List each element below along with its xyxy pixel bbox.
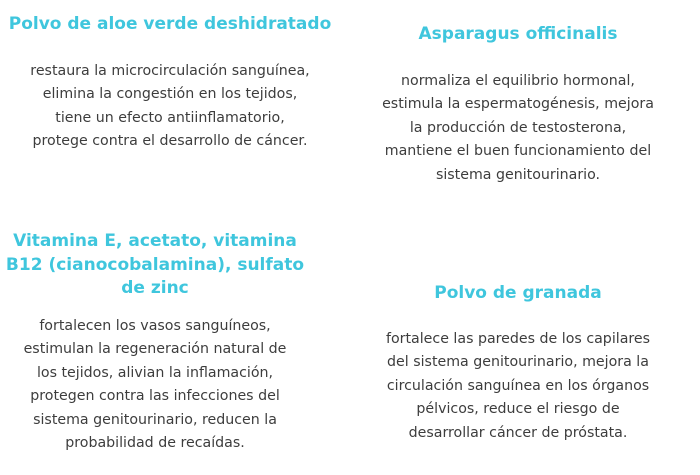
description-line: desarrollar cáncer de próstata. [408, 424, 628, 441]
ingredient-card-aloe [0, 13, 340, 154]
description-line: protege contra el desarrollo de cáncer. [32, 133, 308, 150]
description-line: sistema genitourinario, reducen la [33, 411, 277, 428]
ingredient-card-vitamins [0, 230, 310, 456]
description-line: circulación sanguínea en los órganos [386, 377, 650, 394]
ingredient-title [349, 23, 687, 47]
ingredient-title [0, 13, 340, 37]
title-line: de zinc [121, 278, 189, 298]
description-line: tiene un efecto antiinflamatorio, [55, 109, 285, 126]
description-line: pélvicos, reduce el riesgo de [416, 401, 620, 418]
ingredient-title [349, 282, 687, 306]
description-line: fortalece las paredes de los capilares [385, 330, 651, 347]
description-line: mantiene el buen funcionamiento del [384, 143, 652, 160]
description-line: estimulan la regeneración natural de [23, 341, 287, 358]
ingredient-description [0, 315, 310, 457]
description-line: fortalecen los vasos sanguíneos, [39, 317, 271, 334]
ingredient-description [349, 70, 687, 188]
description-line: normaliza el equilibrio hormonal, [401, 72, 635, 89]
title-line: Polvo de granada [434, 283, 602, 303]
ingredient-description [0, 60, 340, 154]
description-line: elimina la congestión en los tejidos, [42, 86, 298, 103]
description-line: sistema genitourinario. [435, 166, 601, 183]
description-line: probabilidad de recaídas. [65, 435, 245, 452]
ingredient-card-pomegranate [349, 282, 687, 445]
description-line: protegen contra las infecciones del [30, 388, 280, 405]
title-line: Vitamina E, acetato, vitamina [13, 231, 297, 251]
description-line: restaura la microcirculación sanguínea, [30, 62, 310, 79]
ingredient-card-asparagus [349, 23, 687, 187]
ingredient-title [0, 230, 310, 301]
description-line: estimula la espermatogénesis, mejora [382, 96, 654, 113]
ingredient-description [349, 328, 687, 446]
description-line: la producción de testosterona, [409, 119, 627, 136]
title-line: B12 (cianocobalamina), sulfato [5, 254, 305, 275]
description-line: los tejidos, alivian la inflamación, [36, 364, 274, 381]
title-line: Polvo de aloe verde deshidratado [8, 14, 332, 34]
title-line: Asparagus officinalis [418, 24, 618, 44]
description-line: del sistema genitourinario, mejora la [387, 354, 649, 371]
